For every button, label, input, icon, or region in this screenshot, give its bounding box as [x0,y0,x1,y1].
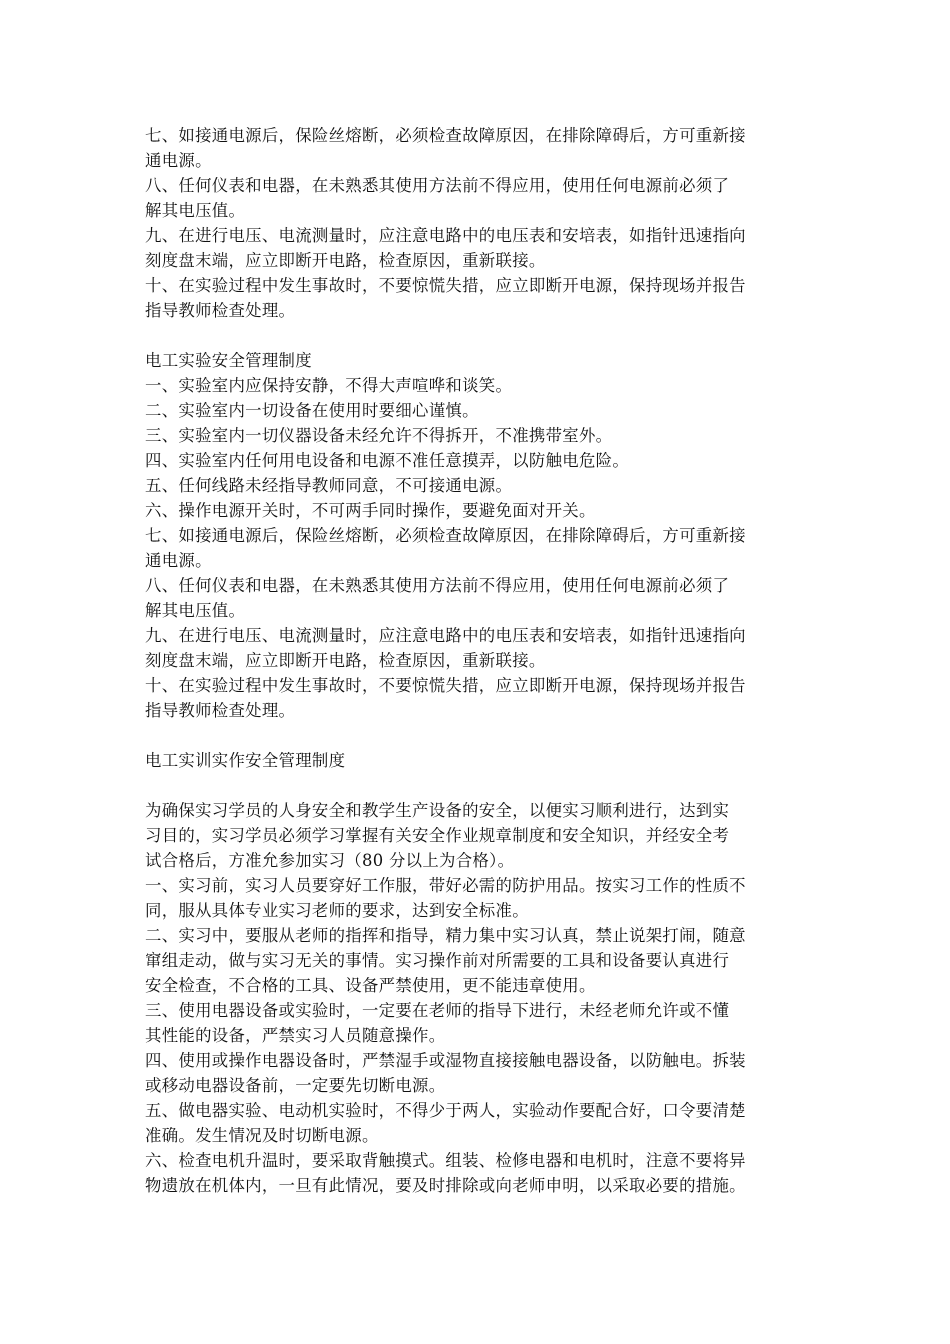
rule-line: 刻度盘末端，应立即断开电路，检查原因，重新联接。 [145,251,546,270]
section-title: 电工实训实作安全管理制度 [145,751,346,770]
rule-line: 为确保实习学员的人身安全和教学生产设备的安全，以便实习顺利进行，达到实 [145,801,730,820]
rule-line: 其性能的设备，严禁实习人员随意操作。 [145,1026,446,1045]
rule-line: 指导教师检查处理。 [145,301,296,320]
paragraph-gap [145,773,810,798]
rule-line: 三、使用电器设备或实验时，一定要在老师的指导下进行，未经老师允许或不懂 [145,1001,730,1020]
rule-line: 五、做电器实验、电动机实验时，不得少于两人，实验动作要配合好，口令要清楚 [145,1101,746,1120]
rule-line: 二、实习中，要服从老师的指挥和指导，精力集中实习认真，禁止说架打闹，随意 [145,926,746,945]
rule-line: 八、任何仪表和电器，在未熟悉其使用方法前不得应用，使用任何电源前必须了 [145,176,730,195]
rule-line: 准确。发生情况及时切断电源。 [145,1126,379,1145]
rule-line: 或移动电器设备前，一定要先切断电源。 [145,1076,446,1095]
rule-line: 四、实验室内任何用电设备和电源不准任意摸弄，以防触电危险。 [145,451,630,470]
rule-line: 七、如接通电源后，保险丝熔断，必须检查故障原因，在排除障碍后，方可重新接 [145,126,746,145]
rule-line: 三、实验室内一切仪器设备未经允许不得拆开，不准携带室外。 [145,426,613,445]
section-training-safety [145,748,810,1198]
rule-line: 通电源。 [145,151,212,170]
rule-line: 刻度盘末端，应立即断开电路，检查原因，重新联接。 [145,651,546,670]
paragraph-gap [145,723,810,748]
rule-line: 物遗放在机体内，一旦有此情况，要及时排除或向老师申明，以采取必要的措施。 [145,1176,746,1195]
rule-line: 习目的，实习学员必须学习掌握有关安全作业规章制度和安全知识，并经安全考 [145,826,730,845]
rule-line: 安全检查，不合格的工具、设备严禁使用，更不能违章使用。 [145,976,596,995]
rule-line: 窜组走动，做与实习无关的事情。实习操作前对所需要的工具和设备要认真进行 [145,951,730,970]
rule-line: 一、实验室内应保持安静，不得大声喧哗和谈笑。 [145,376,513,395]
paragraph-gap [145,323,810,348]
document-body [145,123,810,1198]
rule-line: 二、实验室内一切设备在使用时要细心谨慎。 [145,401,479,420]
rule-line: 十、在实验过程中发生事故时，不要惊慌失措，应立即断开电源，保持现场并报告 [145,676,746,695]
rule-line: 十、在实验过程中发生事故时，不要惊慌失措，应立即断开电源，保持现场并报告 [145,276,746,295]
section-continued-rules [145,123,810,323]
rule-line: 九、在进行电压、电流测量时，应注意电路中的电压表和安培表，如指针迅速指向 [145,626,746,645]
rule-line: 六、检查电机升温时，要采取背触摸式。组装、检修电器和电机时，注意不要将异 [145,1151,746,1170]
rule-line: 九、在进行电压、电流测量时，应注意电路中的电压表和安培表，如指针迅速指向 [145,226,746,245]
rule-line: 七、如接通电源后，保险丝熔断，必须检查故障原因，在排除障碍后，方可重新接 [145,526,746,545]
rule-line: 同，服从具体专业实习老师的要求，达到安全标准。 [145,901,529,920]
rule-line: 六、操作电源开关时，不可两手同时操作，要避免面对开关。 [145,501,596,520]
rule-line: 五、任何线路未经指导教师同意，不可接通电源。 [145,476,513,495]
rule-line: 试合格后，方准允参加实习（80 分以上为合格）。 [145,851,515,870]
section-title: 电工实验安全管理制度 [145,351,312,370]
section-lab-safety [145,348,810,723]
rule-line: 八、任何仪表和电器，在未熟悉其使用方法前不得应用，使用任何电源前必须了 [145,576,730,595]
rule-line: 解其电压值。 [145,201,246,220]
rule-line: 解其电压值。 [145,601,246,620]
rule-line: 一、实习前，实习人员要穿好工作服，带好必需的防护用品。按实习工作的性质不 [145,876,746,895]
rule-line: 通电源。 [145,551,212,570]
rule-line: 四、使用或操作电器设备时，严禁湿手或湿物直接接触电器设备，以防触电。拆装 [145,1051,746,1070]
rule-line: 指导教师检查处理。 [145,701,296,720]
